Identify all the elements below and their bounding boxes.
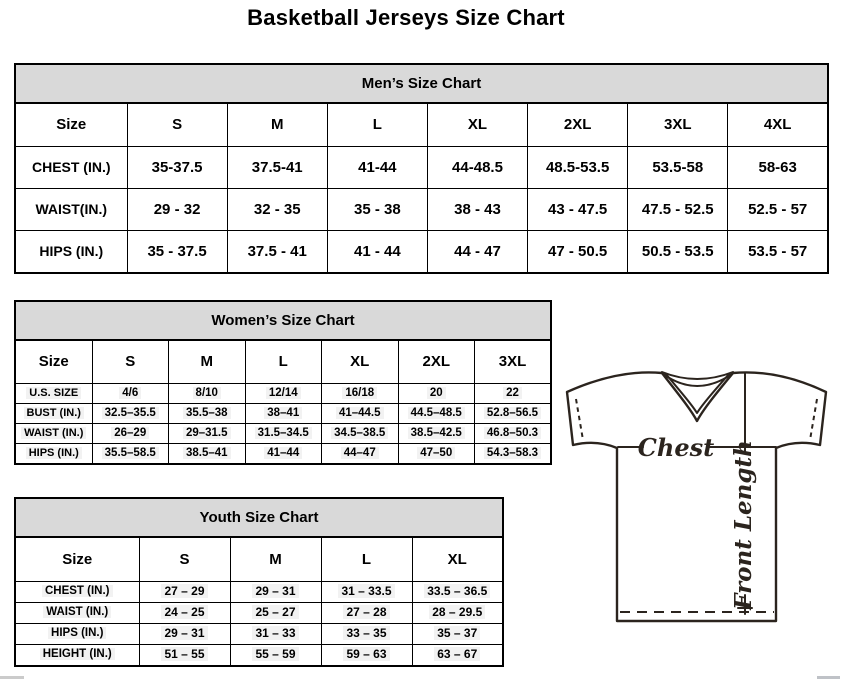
size-value-cell: 4/6 (92, 384, 169, 404)
men-table-row (15, 147, 828, 189)
right-cuff-dashed-line (810, 399, 817, 440)
row-label: WAIST (IN.) (15, 603, 139, 624)
size-value-cell: 51 – 55 (139, 645, 230, 667)
size-value-cell: 41–44.5 (322, 404, 399, 424)
size-value-cell: 55 – 59 (230, 645, 321, 667)
size-value-cell: 63 – 67 (412, 645, 503, 667)
size-value-cell: 53.5 - 57 (728, 231, 828, 274)
jersey-measurement-diagram (558, 360, 840, 632)
size-value-cell: 29 - 32 (127, 189, 227, 231)
size-value-cell: 43 - 47.5 (528, 189, 628, 231)
row-label: HIPS (IN.) (15, 624, 139, 645)
women-column-header: L (245, 340, 322, 384)
row-label: HIPS (IN.) (15, 231, 127, 274)
size-value-cell: 41 - 44 (327, 231, 427, 274)
size-value-cell: 35-37.5 (127, 147, 227, 189)
size-value-cell: 34.5–38.5 (322, 424, 399, 444)
size-value-cell: 58-63 (728, 147, 828, 189)
size-value-cell: 50.5 - 53.5 (628, 231, 728, 274)
size-value-cell: 25 – 27 (230, 603, 321, 624)
row-label: WAIST(IN.) (15, 189, 127, 231)
men-column-header: 2XL (528, 103, 628, 147)
youth-column-header: M (230, 537, 321, 582)
size-value-cell: 44-48.5 (427, 147, 527, 189)
men-table-row (15, 231, 828, 274)
size-value-cell: 41-44 (327, 147, 427, 189)
size-value-cell: 27 – 29 (139, 582, 230, 603)
size-value-cell: 32 - 35 (227, 189, 327, 231)
women-column-header: Size (15, 340, 92, 384)
size-value-cell: 47–50 (398, 444, 475, 465)
row-label: HEIGHT (IN.) (15, 645, 139, 667)
collar-back-arc-1 (662, 372, 733, 379)
mens-size-chart-table (14, 63, 829, 274)
women-table-row (15, 424, 551, 444)
left-cuff-dashed-line (576, 399, 583, 440)
row-label: BUST (IN.) (15, 404, 92, 424)
size-value-cell: 37.5-41 (227, 147, 327, 189)
youth-table-row (15, 582, 503, 603)
size-value-cell: 46.8–50.3 (475, 424, 552, 444)
size-value-cell: 37.5 - 41 (227, 231, 327, 274)
size-value-cell: 8/10 (169, 384, 246, 404)
men-column-header: S (127, 103, 227, 147)
men-column-header: M (227, 103, 327, 147)
chest-label: Chest (637, 433, 715, 462)
size-value-cell: 35.5–38 (169, 404, 246, 424)
men-column-header: Size (15, 103, 127, 147)
size-value-cell: 33.5 – 36.5 (412, 582, 503, 603)
size-value-cell: 31 – 33.5 (321, 582, 412, 603)
youth-column-header: S (139, 537, 230, 582)
youth-size-chart-table (14, 497, 504, 667)
size-value-cell: 29 – 31 (139, 624, 230, 645)
women-chart-title: Women’s Size Chart (15, 301, 551, 340)
size-value-cell: 47 - 50.5 (528, 231, 628, 274)
size-value-cell: 33 – 35 (321, 624, 412, 645)
youth-column-header: L (321, 537, 412, 582)
size-value-cell: 29 – 31 (230, 582, 321, 603)
youth-chart-title: Youth Size Chart (15, 498, 503, 537)
men-column-header: L (327, 103, 427, 147)
size-value-cell: 44 - 47 (427, 231, 527, 274)
women-column-header: 2XL (398, 340, 475, 384)
row-label: CHEST (IN.) (15, 147, 127, 189)
women-table-row (15, 384, 551, 404)
youth-table-row (15, 624, 503, 645)
size-value-cell: 38.5–42.5 (398, 424, 475, 444)
row-label: U.S. SIZE (15, 384, 92, 404)
youth-table-row (15, 645, 503, 667)
size-value-cell: 16/18 (322, 384, 399, 404)
youth-column-header: XL (412, 537, 503, 582)
women-column-header: S (92, 340, 169, 384)
front-length-label: Front Length (730, 440, 757, 610)
size-value-cell: 26–29 (92, 424, 169, 444)
size-value-cell: 35 - 38 (327, 189, 427, 231)
size-value-cell: 52.5 - 57 (728, 189, 828, 231)
size-value-cell: 24 – 25 (139, 603, 230, 624)
size-value-cell: 54.3–58.3 (475, 444, 552, 465)
size-value-cell: 31 – 33 (230, 624, 321, 645)
size-value-cell: 35 – 37 (412, 624, 503, 645)
size-value-cell: 38.5–41 (169, 444, 246, 465)
size-value-cell: 12/14 (245, 384, 322, 404)
size-value-cell: 44–47 (322, 444, 399, 465)
size-value-cell: 53.5-58 (628, 147, 728, 189)
men-chart-title: Men’s Size Chart (15, 64, 828, 103)
size-value-cell: 29–31.5 (169, 424, 246, 444)
men-column-header: 3XL (628, 103, 728, 147)
size-value-cell: 22 (475, 384, 552, 404)
women-column-header: 3XL (475, 340, 552, 384)
size-value-cell: 38–41 (245, 404, 322, 424)
womens-size-chart-table (14, 300, 552, 465)
page-title: Basketball Jerseys Size Chart (247, 5, 565, 30)
size-value-cell: 44.5–48.5 (398, 404, 475, 424)
size-value-cell: 59 – 63 (321, 645, 412, 667)
size-value-cell: 27 – 28 (321, 603, 412, 624)
size-value-cell: 35 - 37.5 (127, 231, 227, 274)
row-label: WAIST (IN.) (15, 424, 92, 444)
size-value-cell: 35.5–58.5 (92, 444, 169, 465)
women-column-header: M (169, 340, 246, 384)
women-column-header: XL (322, 340, 399, 384)
jersey-outline (567, 372, 826, 621)
men-table-row (15, 189, 828, 231)
size-value-cell: 31.5–34.5 (245, 424, 322, 444)
size-value-cell: 28 – 29.5 (412, 603, 503, 624)
youth-table-row (15, 603, 503, 624)
women-table-row (15, 444, 551, 465)
row-label: HIPS (IN.) (15, 444, 92, 465)
size-value-cell: 52.8–56.5 (475, 404, 552, 424)
men-column-header: XL (427, 103, 527, 147)
women-table-row (15, 404, 551, 424)
men-column-header: 4XL (728, 103, 828, 147)
size-value-cell: 47.5 - 52.5 (628, 189, 728, 231)
youth-column-header: Size (15, 537, 139, 582)
size-value-cell: 38 - 43 (427, 189, 527, 231)
size-value-cell: 48.5-53.5 (528, 147, 628, 189)
size-value-cell: 32.5–35.5 (92, 404, 169, 424)
row-label: CHEST (IN.) (15, 582, 139, 603)
size-value-cell: 20 (398, 384, 475, 404)
size-value-cell: 41–44 (245, 444, 322, 465)
